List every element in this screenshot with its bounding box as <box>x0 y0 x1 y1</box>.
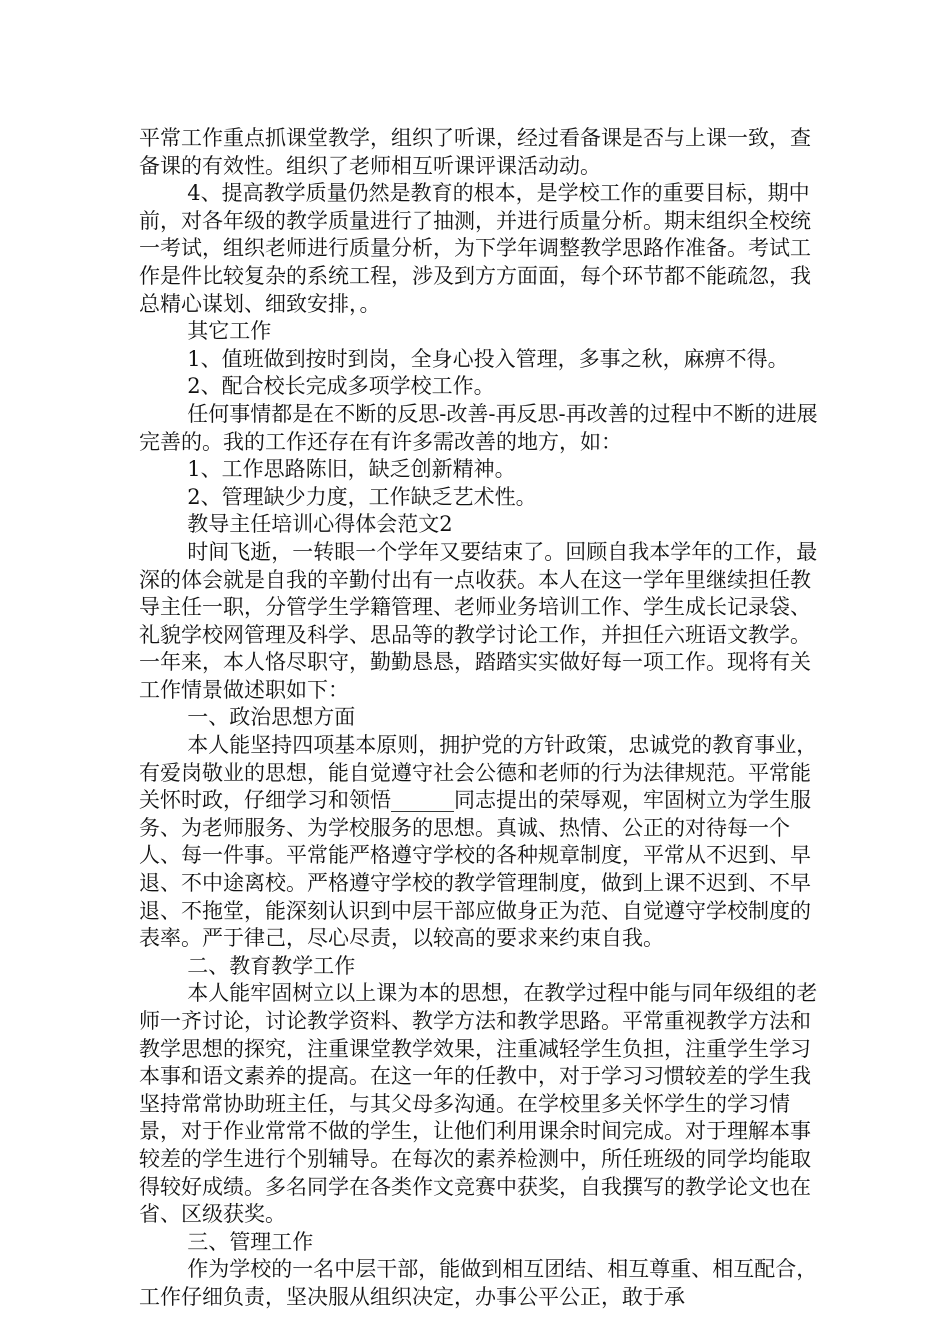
paragraph-management: 作为学校的一名中层干部，能做到相互团结、相互尊重、相互配合，工作仔细负责，坚决服从组织决定，办事公平公正，敢于承 <box>139 1257 818 1309</box>
paragraph-duty-item-1: 1、值班做到按时到岗，全身心投入管理，多事之秋，麻痹不得。 <box>187 346 789 371</box>
section-heading-teaching: 二、教育教学工作 <box>187 953 356 978</box>
paragraph-intro: 时间飞逝，一转眼一个学年又要结束了。回顾自我本学年的工作，最深的体会就是自我的辛勤付出有一点收获。本人在这一学年里继续担任教导主任一职，分管学生学籍管理、老师业务培训工作、学生成长记录袋、礼貌学校网管理及科学、思品等的教学讨论工作，并担任六班语文教学。一年来，本人恪尽职守，勤勤恳恳，踏踏实实做好每一项工作。现将有关工作情景做述职如下： <box>139 539 818 702</box>
paragraph-shortcoming-2: 2、管理缺少力度，工作缺乏艺术性。 <box>187 484 537 509</box>
section-heading-management: 三、管理工作 <box>187 1229 314 1254</box>
paragraph-duty-item-2: 2、配合校长完成多项学校工作。 <box>187 374 495 399</box>
paragraph-teaching: 本人能牢固树立以上课为本的思想，在教学过程中能与同年级组的老师一齐讨论，讨论教学资料、教学方法和教学思路。平常重视教学方法和教学思想的探究，注重课堂教学效果，注重减轻学生负担，注重学生学习本事和语文素养的提高。在这一年的任教中，对于学习习惯较差的学生我坚持常常协助班主任，与其父母多沟通。在学校里多关怀学生的学习情景，对于作业常常不做的学生，让他们利用课余时间完成。对于理解本事较差的学生进行个别辅导。在每次的素养检测中，所任班级的同学均能取得较好成绩。多名同学在各类作文竞赛中获奖，自我撰写的教学论文也在省、区级获奖。 <box>139 981 818 1227</box>
document-body <box>139 125 819 1312</box>
paragraph-political: 本人能坚持四项基本原则，拥护党的方针政策，忠诚党的教育事业，有爱岗敬业的思想，能自觉遵守社会公德和老师的行为法律规范。平常能关怀时政，仔细学习和领悟______同志提出的荣辱观，牢固树立为学生服务、为老师服务、为学校服务的思想。真诚、热情、公正的对待每一个人、每一件事。平常能严格遵守学校的各种规章制度，平常从不迟到、早退、不中途离校。严格遵守学校的教学管理制度，做到上课不迟到、不早退、不拖堂，能深刻认识到中层干部应做身正为范、自觉遵守学校制度的表率。严于律己，尽心尽责，以较高的要求来约束自我。 <box>139 733 818 951</box>
paragraph-reflection: 任何事情都是在不断的反思-改善-再反思-再改善的过程中不断的进展完善的。我的工作还存在有许多需改善的地方，如： <box>139 401 818 454</box>
section-heading-other-work: 其它工作 <box>187 319 272 344</box>
paragraph-quality-item-4: 4、提高教学质量仍然是教育的根本，是学校工作的重要目标，期中前，对各年级的教学质量进行了抽测，并进行质量分析。期末组织全校统一考试，组织老师进行质量分析，为下学年调整教学思路作准备。考试工作是件比较复杂的系统工程，涉及到方方面面，每个环节都不能疏忽，我总精心谋划、细致安排，。 <box>139 181 811 316</box>
paragraph-shortcoming-1: 1、工作思路陈旧，缺乏创新精神。 <box>187 457 516 482</box>
paragraph-continuation: 平常工作重点抓课堂教学，组织了听课，经过看备课是否与上课一致，查备课的有效性。组织了老师相互听课评课活动动。 <box>139 126 811 178</box>
article-title-2: 教导主任培训心得体会范文2 <box>187 512 453 537</box>
section-heading-political: 一、政治思想方面 <box>187 705 356 730</box>
